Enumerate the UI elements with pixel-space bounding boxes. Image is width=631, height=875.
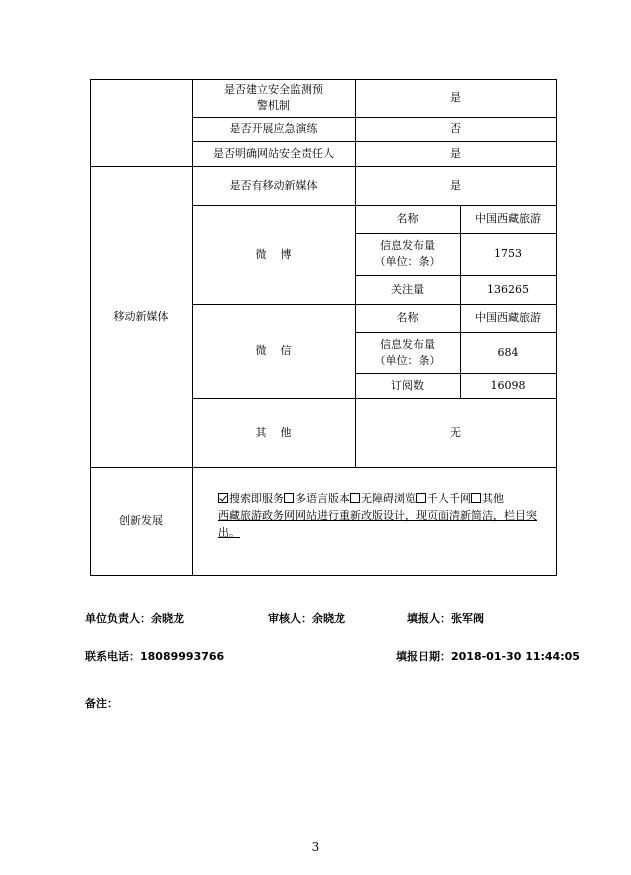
fill-date: 填报日期：2018-01-30 11:44:05 bbox=[396, 650, 580, 663]
innovation-label: 创新发展 bbox=[119, 514, 163, 527]
has-mobile-media-answer: 是 bbox=[450, 178, 461, 192]
other-value: 无 bbox=[450, 425, 461, 439]
weibo-publish-label-line1: 信息发布量 bbox=[380, 239, 435, 252]
wechat-label: 微信 bbox=[255, 344, 306, 357]
filler: 填报人：张军阀 bbox=[407, 612, 484, 625]
wechat-publish-value: 684 bbox=[497, 345, 519, 359]
emergency-drill-question: 是否开展应急演练 bbox=[229, 122, 318, 135]
wechat-subscribe-label: 订阅数 bbox=[391, 378, 424, 392]
reviewer: 审核人：余晓龙 bbox=[268, 612, 345, 625]
wechat-publish-label-line1: 信息发布量 bbox=[380, 337, 435, 351]
weibo-name-label: 名称 bbox=[396, 212, 419, 225]
innovation-options bbox=[218, 490, 551, 507]
option-search-service: 搜索即服务 bbox=[229, 492, 284, 505]
checkbox-personalized[interactable] bbox=[416, 493, 426, 503]
option-multilingual: 多语言版本 bbox=[295, 492, 350, 505]
security-responsible-question: 是否明确网站安全责任人 bbox=[213, 146, 334, 160]
security-monitoring-answer: 是 bbox=[450, 91, 461, 104]
weibo-follow-label: 关注量 bbox=[391, 282, 424, 296]
table-bottom-border bbox=[90, 575, 557, 576]
other-label: 其他 bbox=[255, 425, 306, 439]
security-responsible-answer: 是 bbox=[450, 146, 461, 160]
checkbox-multilingual[interactable] bbox=[284, 493, 294, 503]
weibo-publish-label bbox=[355, 233, 460, 275]
contact-phone: 联系电话：18089993766 bbox=[85, 650, 225, 663]
checkbox-other[interactable] bbox=[471, 493, 481, 503]
option-accessibility: 无障碍浏览 bbox=[361, 492, 416, 505]
mobile-media-label: 移动新媒体 bbox=[113, 309, 169, 323]
weibo-publish-label-line2: （单位：条） bbox=[374, 255, 441, 268]
wechat-name-label: 名称 bbox=[396, 311, 419, 324]
weibo-publish-value: 1753 bbox=[494, 247, 522, 260]
innovation-description: 西藏旅游政务网网站进行重新改版设计，现页面清新简洁，栏目突出。 bbox=[218, 509, 537, 539]
weibo-label: 微博 bbox=[255, 247, 306, 261]
has-mobile-media-question: 是否有移动新媒体 bbox=[229, 178, 318, 192]
checkbox-accessibility[interactable] bbox=[350, 493, 360, 503]
wechat-publish-label bbox=[355, 332, 460, 373]
wechat-publish-label-line2: （单位：条） bbox=[374, 353, 441, 367]
emergency-drill-answer: 否 bbox=[450, 122, 461, 135]
checkbox-search-service[interactable] bbox=[218, 493, 228, 503]
unit-head: 单位负责人：余晓龙 bbox=[85, 612, 184, 625]
innovation-content bbox=[218, 490, 551, 541]
weibo-follow-value: 136265 bbox=[487, 282, 529, 296]
table-right-border bbox=[556, 79, 557, 576]
option-personalized: 千人千网 bbox=[427, 492, 471, 505]
remark: 备注： bbox=[85, 697, 118, 710]
security-monitoring-question: 是否建立安全监测预警机制 bbox=[224, 83, 323, 112]
page-number: 3 bbox=[311, 840, 320, 854]
weibo-name-value: 中国西藏旅游 bbox=[475, 212, 541, 225]
option-other: 其他 bbox=[482, 492, 504, 505]
wechat-name-value: 中国西藏旅游 bbox=[475, 311, 541, 324]
wechat-subscribe-value: 16098 bbox=[490, 378, 526, 392]
